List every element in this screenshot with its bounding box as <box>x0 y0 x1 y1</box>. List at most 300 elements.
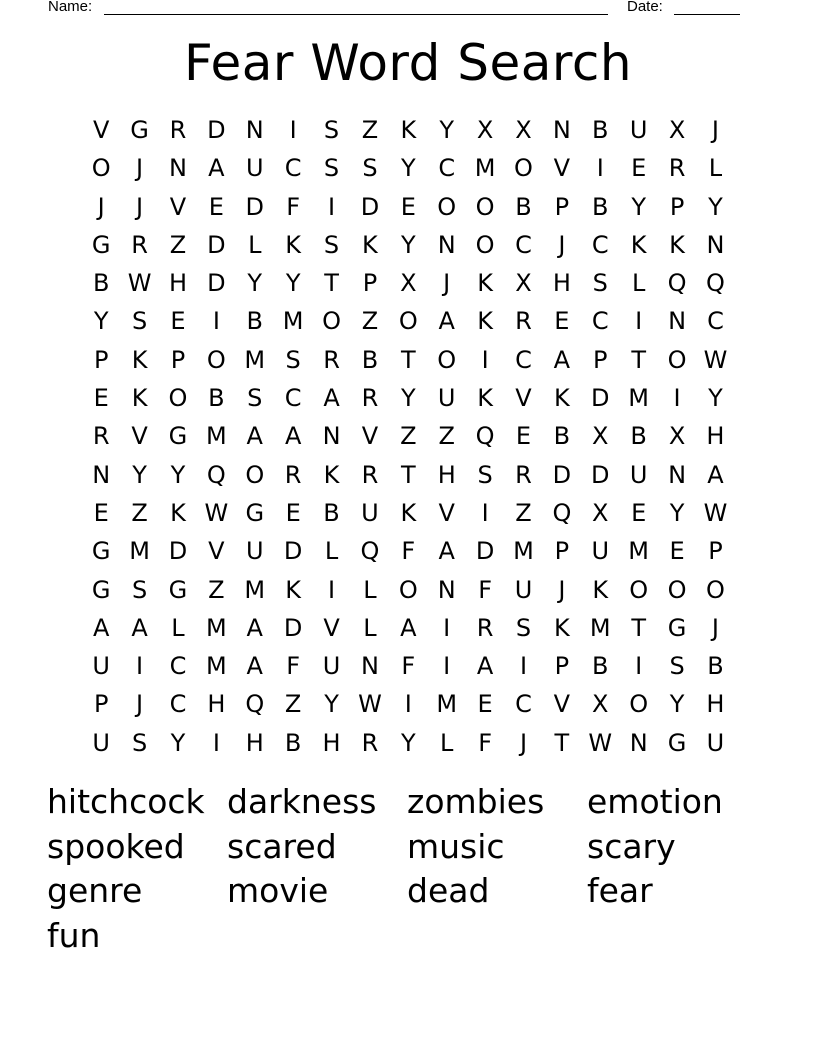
grid-letter: C <box>284 154 302 183</box>
grid-letter: G <box>667 613 687 642</box>
grid-letter: H <box>552 269 571 298</box>
grid-letter: S <box>285 345 301 374</box>
grid-letter: H <box>437 460 456 489</box>
name-label: Name: <box>48 0 93 15</box>
grid-letter: Z <box>438 422 455 451</box>
grid-letter: Q <box>667 269 687 298</box>
grid-letter: B <box>515 192 532 221</box>
grid-letter: R <box>361 460 379 489</box>
grid-letter: N <box>668 460 687 489</box>
grid-letter: G <box>168 422 188 451</box>
grid-letter: S <box>515 613 532 642</box>
grid-letter: S <box>247 384 263 413</box>
grid-letter: K <box>131 384 148 413</box>
grid-letter: E <box>93 384 109 413</box>
grid-letter: X <box>515 116 532 144</box>
grid-letter: A <box>246 652 263 681</box>
grid-letter: Q <box>245 690 265 719</box>
word-list-item: movie <box>227 871 329 911</box>
word-list-item: dead <box>407 871 490 911</box>
grid-letter: Y <box>400 230 416 259</box>
grid-letter: D <box>207 230 226 259</box>
grid-letter: Y <box>400 728 416 757</box>
grid-letter: H <box>706 422 725 451</box>
grid-letter: V <box>553 690 571 719</box>
grid-letter: B <box>592 192 609 221</box>
grid-letter: A <box>284 422 302 451</box>
grid-letter: I <box>635 307 643 336</box>
grid-letter: D <box>552 460 572 489</box>
grid-letter: B <box>361 345 379 374</box>
word-list-item: emotion <box>587 782 723 821</box>
grid-letter: U <box>629 116 648 144</box>
grid-letter: K <box>362 230 378 259</box>
grid-letter: S <box>323 230 340 259</box>
grid-letter: O <box>629 575 649 604</box>
grid-letter: B <box>592 652 609 681</box>
grid-letter: U <box>361 498 379 527</box>
grid-letter: J <box>711 613 719 642</box>
grid-letter: C <box>169 652 187 681</box>
grid-letter: R <box>515 460 532 489</box>
word-list-item: scared <box>227 826 337 866</box>
grid-letter: X <box>668 116 686 144</box>
grid-letter: I <box>481 498 489 527</box>
grid-letter: V <box>438 498 455 527</box>
grid-letter: W <box>703 498 728 527</box>
grid-letter: C <box>284 384 302 413</box>
grid-letter: O <box>437 345 457 374</box>
grid-letter: E <box>170 307 186 336</box>
grid-letter: L <box>631 269 646 298</box>
word-list-item: fear <box>587 871 653 911</box>
grid-letter: Y <box>708 192 723 221</box>
grid-letter: Q <box>360 537 380 566</box>
grid-letter: Z <box>400 422 417 451</box>
grid-letter: P <box>362 269 378 298</box>
grid-letter: Y <box>400 384 416 413</box>
grid-letter: A <box>208 154 225 183</box>
grid-letter: R <box>92 422 110 451</box>
grid-letter: U <box>322 652 341 681</box>
grid-letter: I <box>635 652 643 681</box>
grid-letter: U <box>591 537 610 566</box>
grid-letter: T <box>631 345 646 374</box>
grid-letter: W <box>703 345 728 374</box>
word-list-item: darkness <box>227 782 377 821</box>
grid-letter: E <box>554 307 570 336</box>
grid-letter: T <box>631 613 646 642</box>
word-list-item: zombies <box>407 782 545 821</box>
grid-letter: P <box>93 345 109 374</box>
grid-letter: D <box>591 384 610 413</box>
grid-letter: E <box>285 498 301 527</box>
grid-letter: R <box>284 460 302 489</box>
grid-letter: D <box>168 537 188 566</box>
grid-letter: P <box>554 192 570 221</box>
grid-letter: M <box>206 422 227 451</box>
grid-letter: H <box>168 269 187 298</box>
grid-letter: G <box>168 575 188 604</box>
grid-letter: V <box>92 116 110 144</box>
grid-letter: D <box>283 613 303 642</box>
grid-letter: G <box>91 230 111 259</box>
grid-letter: H <box>245 728 264 757</box>
grid-letter: O <box>706 575 725 604</box>
grid-letter: R <box>131 230 148 259</box>
grid-letter: X <box>592 690 609 719</box>
grid-letter: J <box>97 192 105 221</box>
grid-letter: U <box>437 384 456 413</box>
grid-letter: J <box>136 690 144 719</box>
grid-letter: X <box>400 269 417 298</box>
grid-letter: Y <box>631 192 646 221</box>
grid-letter: Z <box>284 690 302 719</box>
grid-letter: N <box>706 230 725 259</box>
grid-letter: N <box>668 307 687 336</box>
word-list-item: genre <box>47 871 143 911</box>
grid-letter: Z <box>208 575 225 604</box>
grid-letter: Q <box>706 269 725 298</box>
grid-letter: W <box>358 690 382 719</box>
grid-letter: A <box>246 422 263 451</box>
grid-letter: L <box>171 613 185 642</box>
grid-letter: M <box>436 690 458 719</box>
grid-letter: X <box>592 498 609 527</box>
grid-letter: G <box>91 537 111 566</box>
grid-letter: I <box>404 690 412 719</box>
grid-letter: D <box>245 192 264 221</box>
grid-letter: K <box>477 384 493 413</box>
grid-letter: R <box>476 613 494 642</box>
grid-letter: B <box>246 307 263 336</box>
grid-letter: B <box>92 269 110 298</box>
grid-letter: K <box>400 498 417 527</box>
grid-letter: D <box>360 192 380 221</box>
grid-letter: I <box>596 154 604 183</box>
grid-letter: E <box>631 154 647 183</box>
grid-letter: P <box>669 192 685 221</box>
grid-letter: B <box>323 498 340 527</box>
grid-letter: Y <box>285 269 301 298</box>
grid-letter: D <box>207 269 226 298</box>
word-list-item: music <box>407 826 505 866</box>
grid-letter: K <box>170 498 186 527</box>
grid-letter: A <box>131 613 148 642</box>
grid-letter: S <box>131 728 148 757</box>
grid-letter: Y <box>669 498 685 527</box>
grid-letter: N <box>92 460 111 489</box>
grid-letter: O <box>437 192 457 221</box>
grid-letter: U <box>706 728 725 757</box>
grid-letter: K <box>400 116 417 144</box>
grid-letter: I <box>443 652 451 681</box>
grid-letter: Y <box>400 154 416 183</box>
grid-letter: M <box>589 613 611 642</box>
grid-letter: N <box>245 116 264 144</box>
grid-letter: O <box>322 307 341 336</box>
grid-letter: G <box>667 728 687 757</box>
grid-letter: G <box>91 575 111 604</box>
grid-letter: L <box>708 154 723 183</box>
grid-letter: Y <box>324 690 339 719</box>
grid-letter: X <box>476 116 494 144</box>
grid-letter: F <box>286 192 301 221</box>
grid-letter: N <box>629 728 648 757</box>
grid-letter: J <box>136 154 144 183</box>
grid-letter: L <box>324 537 339 566</box>
grid-letter: W <box>588 728 613 757</box>
grid-letter: R <box>361 384 379 413</box>
grid-letter: O <box>206 345 226 374</box>
grid-letter: I <box>328 575 336 604</box>
grid-letter: P <box>708 537 723 566</box>
grid-letter: V <box>131 422 148 451</box>
grid-letter: M <box>244 345 266 374</box>
grid-letter: M <box>474 154 496 183</box>
grid-letter: B <box>284 728 302 757</box>
grid-letter: L <box>440 728 454 757</box>
grid-letter: M <box>628 537 650 566</box>
grid-letter: Y <box>247 269 263 298</box>
grid-letter: O <box>398 575 418 604</box>
grid-letter: Z <box>361 307 379 336</box>
grid-letter: F <box>478 728 492 757</box>
grid-letter: R <box>323 345 340 374</box>
grid-letter: R <box>515 307 532 336</box>
grid-letter: C <box>707 307 724 336</box>
name-blank-line <box>104 14 608 15</box>
grid-letter: E <box>515 422 532 451</box>
word-list-item: spooked <box>47 826 185 866</box>
grid-letter: K <box>285 230 302 259</box>
grid-letter: P <box>593 345 608 374</box>
word-list-item: fun <box>47 916 101 956</box>
grid-letter: X <box>592 422 609 451</box>
grid-letter: A <box>707 460 724 489</box>
grid-letter: A <box>438 537 455 566</box>
grid-letter: C <box>515 230 532 259</box>
grid-letter: Q <box>475 422 495 451</box>
grid-letter: I <box>519 652 528 681</box>
grid-letter: K <box>323 460 340 489</box>
grid-letter: S <box>131 307 148 336</box>
grid-letter: T <box>324 269 339 298</box>
grid-letter: V <box>553 154 571 183</box>
grid-letter: D <box>591 460 610 489</box>
grid-letter: I <box>443 613 451 642</box>
grid-letter: M <box>206 613 227 642</box>
grid-letter: Y <box>93 307 109 336</box>
grid-letter: R <box>361 728 379 757</box>
grid-letter: J <box>711 116 719 144</box>
grid-letter: Z <box>131 498 148 527</box>
grid-letter: S <box>323 116 340 144</box>
grid-letter: Z <box>515 498 532 527</box>
word-list-item: hitchcock <box>47 782 205 821</box>
grid-letter: Y <box>170 728 186 757</box>
grid-letter: E <box>208 192 224 221</box>
grid-letter: C <box>591 307 609 336</box>
grid-letter: F <box>478 575 492 604</box>
grid-letter: C <box>438 154 456 183</box>
grid-letter: F <box>401 537 416 566</box>
grid-letter: O <box>475 230 495 259</box>
grid-letter: O <box>398 307 418 336</box>
grid-letter: X <box>515 269 532 298</box>
grid-letter: T <box>400 345 416 374</box>
grid-letter: Z <box>361 116 379 144</box>
grid-letter: G <box>130 116 149 144</box>
grid-letter: V <box>208 537 225 566</box>
grid-letter: L <box>363 613 377 642</box>
grid-letter: S <box>592 269 608 298</box>
grid-letter: W <box>204 498 229 527</box>
grid-letter: N <box>552 116 571 144</box>
grid-letter: E <box>669 537 685 566</box>
grid-letter: P <box>554 652 570 681</box>
grid-letter: O <box>667 345 687 374</box>
grid-letter: B <box>208 384 225 413</box>
grid-letter: E <box>477 690 493 719</box>
grid-letter: M <box>244 575 266 604</box>
grid-letter: B <box>707 652 724 681</box>
grid-letter: H <box>706 690 725 719</box>
grid-letter: P <box>554 537 570 566</box>
grid-letter: Y <box>170 460 186 489</box>
grid-letter: P <box>93 690 109 719</box>
grid-letter: O <box>168 384 188 413</box>
grid-letter: A <box>323 384 340 413</box>
grid-letter: A <box>438 307 455 336</box>
page-title: Fear Word Search <box>183 34 633 92</box>
grid-letter: K <box>131 345 148 374</box>
grid-letter: Y <box>669 690 685 719</box>
grid-letter: H <box>322 728 341 757</box>
grid-letter: O <box>245 460 265 489</box>
grid-letter: O <box>91 154 111 183</box>
grid-letter: J <box>519 728 528 757</box>
grid-letter: C <box>515 345 532 374</box>
grid-letter: Q <box>552 498 572 527</box>
grid-letter: M <box>206 652 227 681</box>
grid-letter: I <box>136 652 144 681</box>
grid-letter: C <box>169 690 187 719</box>
grid-letter: S <box>362 154 378 183</box>
grid-letter: R <box>668 154 686 183</box>
grid-letter: K <box>630 230 647 259</box>
grid-letter: B <box>630 422 647 451</box>
grid-letter: S <box>669 652 685 681</box>
grid-letter: F <box>286 652 301 681</box>
grid-letter: I <box>673 384 681 413</box>
grid-letter: V <box>361 422 379 451</box>
grid-letter: T <box>400 460 416 489</box>
grid-letter: P <box>170 345 186 374</box>
grid-letter: S <box>323 154 340 183</box>
grid-letter: K <box>592 575 609 604</box>
grid-letter: O <box>667 575 687 604</box>
grid-letter: Y <box>708 384 723 413</box>
grid-letter: A <box>553 345 571 374</box>
grid-letter: R <box>169 116 187 144</box>
grid-letter: O <box>475 192 495 221</box>
grid-letter: Y <box>132 460 147 489</box>
grid-letter: N <box>360 652 379 681</box>
grid-letter: A <box>476 652 494 681</box>
grid-letter: B <box>553 422 571 451</box>
grid-letter: I <box>212 307 220 336</box>
grid-letter: K <box>669 230 685 259</box>
grid-letter: C <box>515 690 532 719</box>
grid-letter: U <box>514 575 533 604</box>
grid-letter: Z <box>169 230 187 259</box>
grid-letter: W <box>127 269 152 298</box>
grid-letter: V <box>323 613 340 642</box>
grid-letter: I <box>481 345 489 374</box>
grid-letter: L <box>248 230 262 259</box>
grid-letter: I <box>212 728 220 757</box>
header <box>0 0 816 18</box>
grid-letter: D <box>207 116 226 144</box>
grid-letter: J <box>443 269 451 298</box>
grid-letter: M <box>628 384 650 413</box>
grid-letter: M <box>129 537 150 566</box>
grid-letter: S <box>477 460 493 489</box>
grid-letter: V <box>169 192 187 221</box>
grid-letter: D <box>283 537 303 566</box>
grid-letter: J <box>558 575 566 604</box>
grid-letter: Q <box>206 460 226 489</box>
grid-letter: K <box>477 269 493 298</box>
grid-letter: N <box>322 422 341 451</box>
grid-letter: E <box>400 192 416 221</box>
grid-letter: A <box>246 613 263 642</box>
grid-letter: T <box>554 728 570 757</box>
letter-grid <box>82 111 735 762</box>
grid-letter: U <box>92 728 110 757</box>
grid-letter: X <box>668 422 686 451</box>
grid-letter: F <box>401 652 416 681</box>
grid-letter: U <box>629 460 648 489</box>
grid-letter: E <box>631 498 647 527</box>
grid-letter: M <box>513 537 534 566</box>
grid-letter: N <box>437 230 456 259</box>
grid-letter: C <box>591 230 609 259</box>
grid-letter: D <box>475 537 495 566</box>
grid-letter: K <box>477 307 493 336</box>
date-label: Date: <box>627 0 663 15</box>
date-blank-line <box>674 14 740 15</box>
grid-letter: Y <box>439 116 455 144</box>
word-list <box>47 780 767 959</box>
grid-letter: M <box>282 307 304 336</box>
grid-letter: G <box>245 498 265 527</box>
grid-letter: J <box>558 230 566 259</box>
grid-letter: A <box>400 613 417 642</box>
grid-letter: S <box>131 575 148 604</box>
grid-letter: H <box>207 690 226 719</box>
grid-letter: B <box>592 116 609 144</box>
grid-letter: I <box>328 192 336 221</box>
grid-letter: O <box>629 690 649 719</box>
grid-letter: O <box>514 154 533 183</box>
grid-letter: K <box>554 384 570 413</box>
grid-letter: J <box>136 192 144 221</box>
grid-letter: N <box>437 575 456 604</box>
grid-letter: I <box>289 116 297 144</box>
grid-letter: U <box>92 652 110 681</box>
